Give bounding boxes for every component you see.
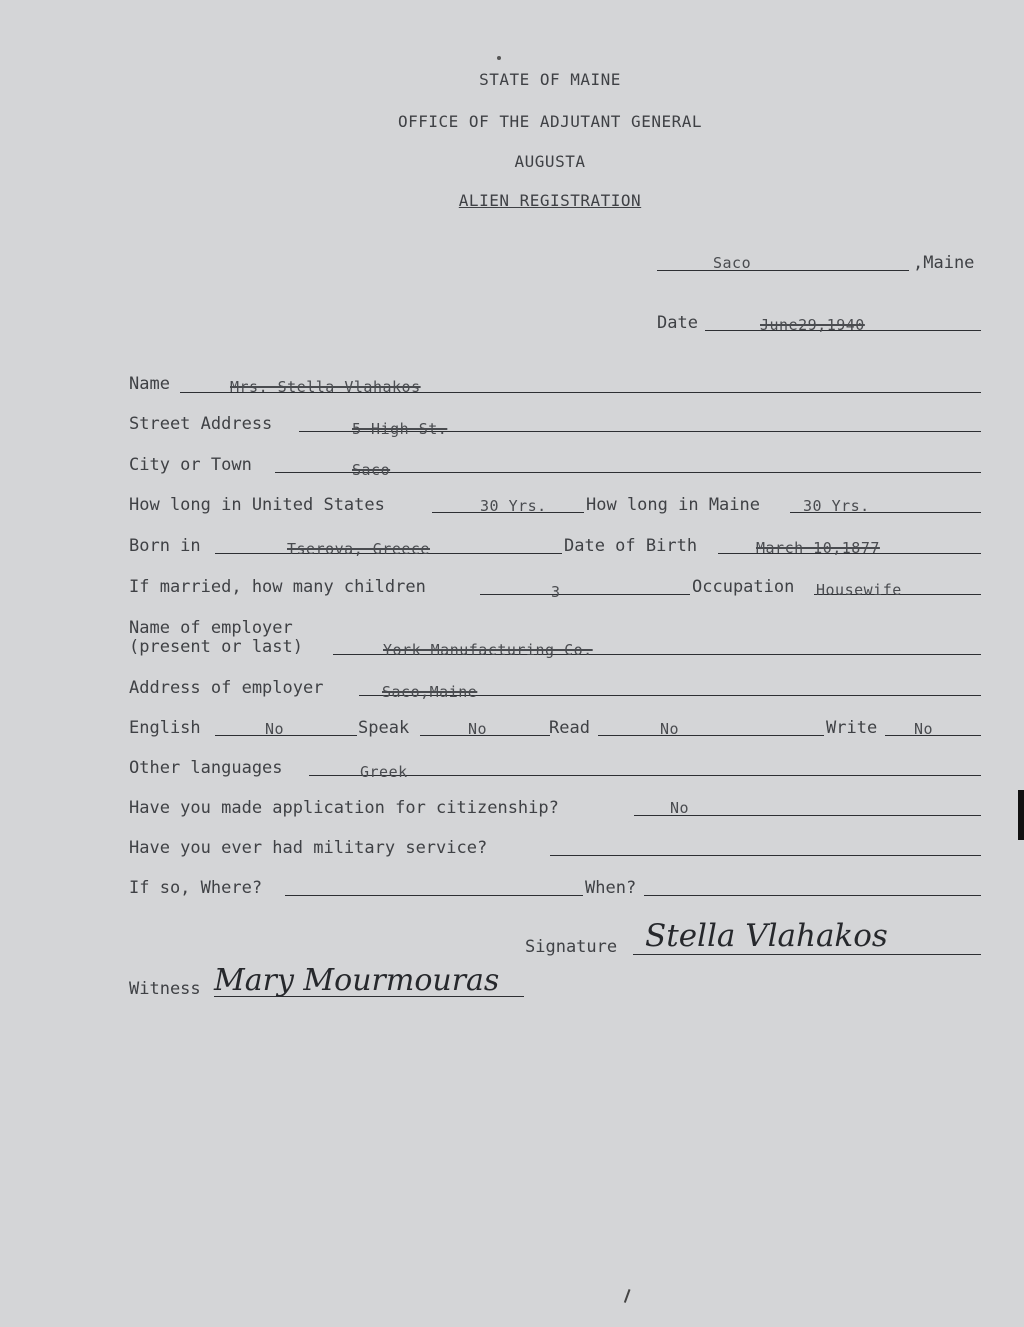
born-label: Born in <box>129 536 201 556</box>
street-value: 5 High St. <box>352 420 448 438</box>
speak-value: No <box>468 720 488 738</box>
born-value: Tserova, Greece <box>287 540 430 558</box>
military-line <box>550 855 981 856</box>
header-city: AUGUSTA <box>514 152 586 171</box>
children-line <box>480 594 690 595</box>
place-suffix: ,Maine <box>913 253 975 273</box>
signature-label: Signature <box>525 937 618 957</box>
ink-mark <box>624 1289 636 1305</box>
when-line <box>644 895 981 896</box>
signature-line <box>633 954 981 955</box>
edge-mark <box>1018 790 1024 840</box>
date-label: Date <box>657 313 698 333</box>
witness-label: Witness <box>129 979 201 999</box>
signature-handwriting: Stella Vlahakos <box>645 918 888 954</box>
ink-dot <box>497 56 501 60</box>
place-line <box>657 270 909 271</box>
city-value: Saco <box>352 461 391 479</box>
citizenship-label: Have you made application for citizenship? <box>129 798 559 818</box>
where-label: If so, Where? <box>129 878 263 898</box>
read-label: Read <box>549 718 590 738</box>
name-value: Mrs. Stella Vlahakos <box>230 378 421 396</box>
read-line <box>598 735 824 736</box>
employer-address-label: Address of employer <box>129 678 324 698</box>
military-label: Have you ever had military service? <box>129 838 488 858</box>
us-years-value: 30 Yrs. <box>480 497 547 515</box>
header-state: STATE OF MAINE <box>479 70 621 89</box>
write-value: No <box>914 720 934 738</box>
place-value: Saco <box>713 254 752 272</box>
maine-years-value: 30 Yrs. <box>803 497 870 515</box>
english-label: English <box>129 718 201 738</box>
city-label: City or Town <box>129 455 252 475</box>
when-label: When? <box>585 878 637 898</box>
speak-label: Speak <box>358 718 410 738</box>
write-label: Write <box>826 718 878 738</box>
english-line <box>215 735 357 736</box>
employer-address-value: Saco,Maine <box>382 683 478 701</box>
form-title: ALIEN REGISTRATION <box>458 191 642 210</box>
street-label: Street Address <box>129 414 273 434</box>
employer-label-2: (present or last) <box>129 637 303 657</box>
header-office: OFFICE OF THE ADJUTANT GENERAL <box>398 112 702 131</box>
witness-handwriting: Mary Mourmouras <box>214 963 500 998</box>
dob-value: March 10,1877 <box>756 539 880 557</box>
employer-label-1: Name of employer <box>129 618 293 638</box>
citizenship-value: No <box>670 799 690 817</box>
name-label: Name <box>129 374 170 394</box>
us-years-label: How long in United States <box>129 495 385 515</box>
maine-years-label: How long in Maine <box>586 495 760 515</box>
english-value: No <box>265 720 285 738</box>
date-value: June29,1940 <box>760 316 865 334</box>
occupation-value: Housewife <box>816 581 902 599</box>
occupation-label: Occupation <box>692 577 795 597</box>
other-languages-line <box>309 775 981 776</box>
read-value: No <box>660 720 680 738</box>
dob-label: Date of Birth <box>564 536 698 556</box>
children-label: If married, how many children <box>129 577 426 597</box>
where-line <box>285 895 583 896</box>
other-languages-value: Greek <box>360 763 408 781</box>
employer-value: York Manufacturing Co. <box>383 641 593 659</box>
other-languages-label: Other languages <box>129 758 283 778</box>
children-value: 3 <box>551 583 561 601</box>
